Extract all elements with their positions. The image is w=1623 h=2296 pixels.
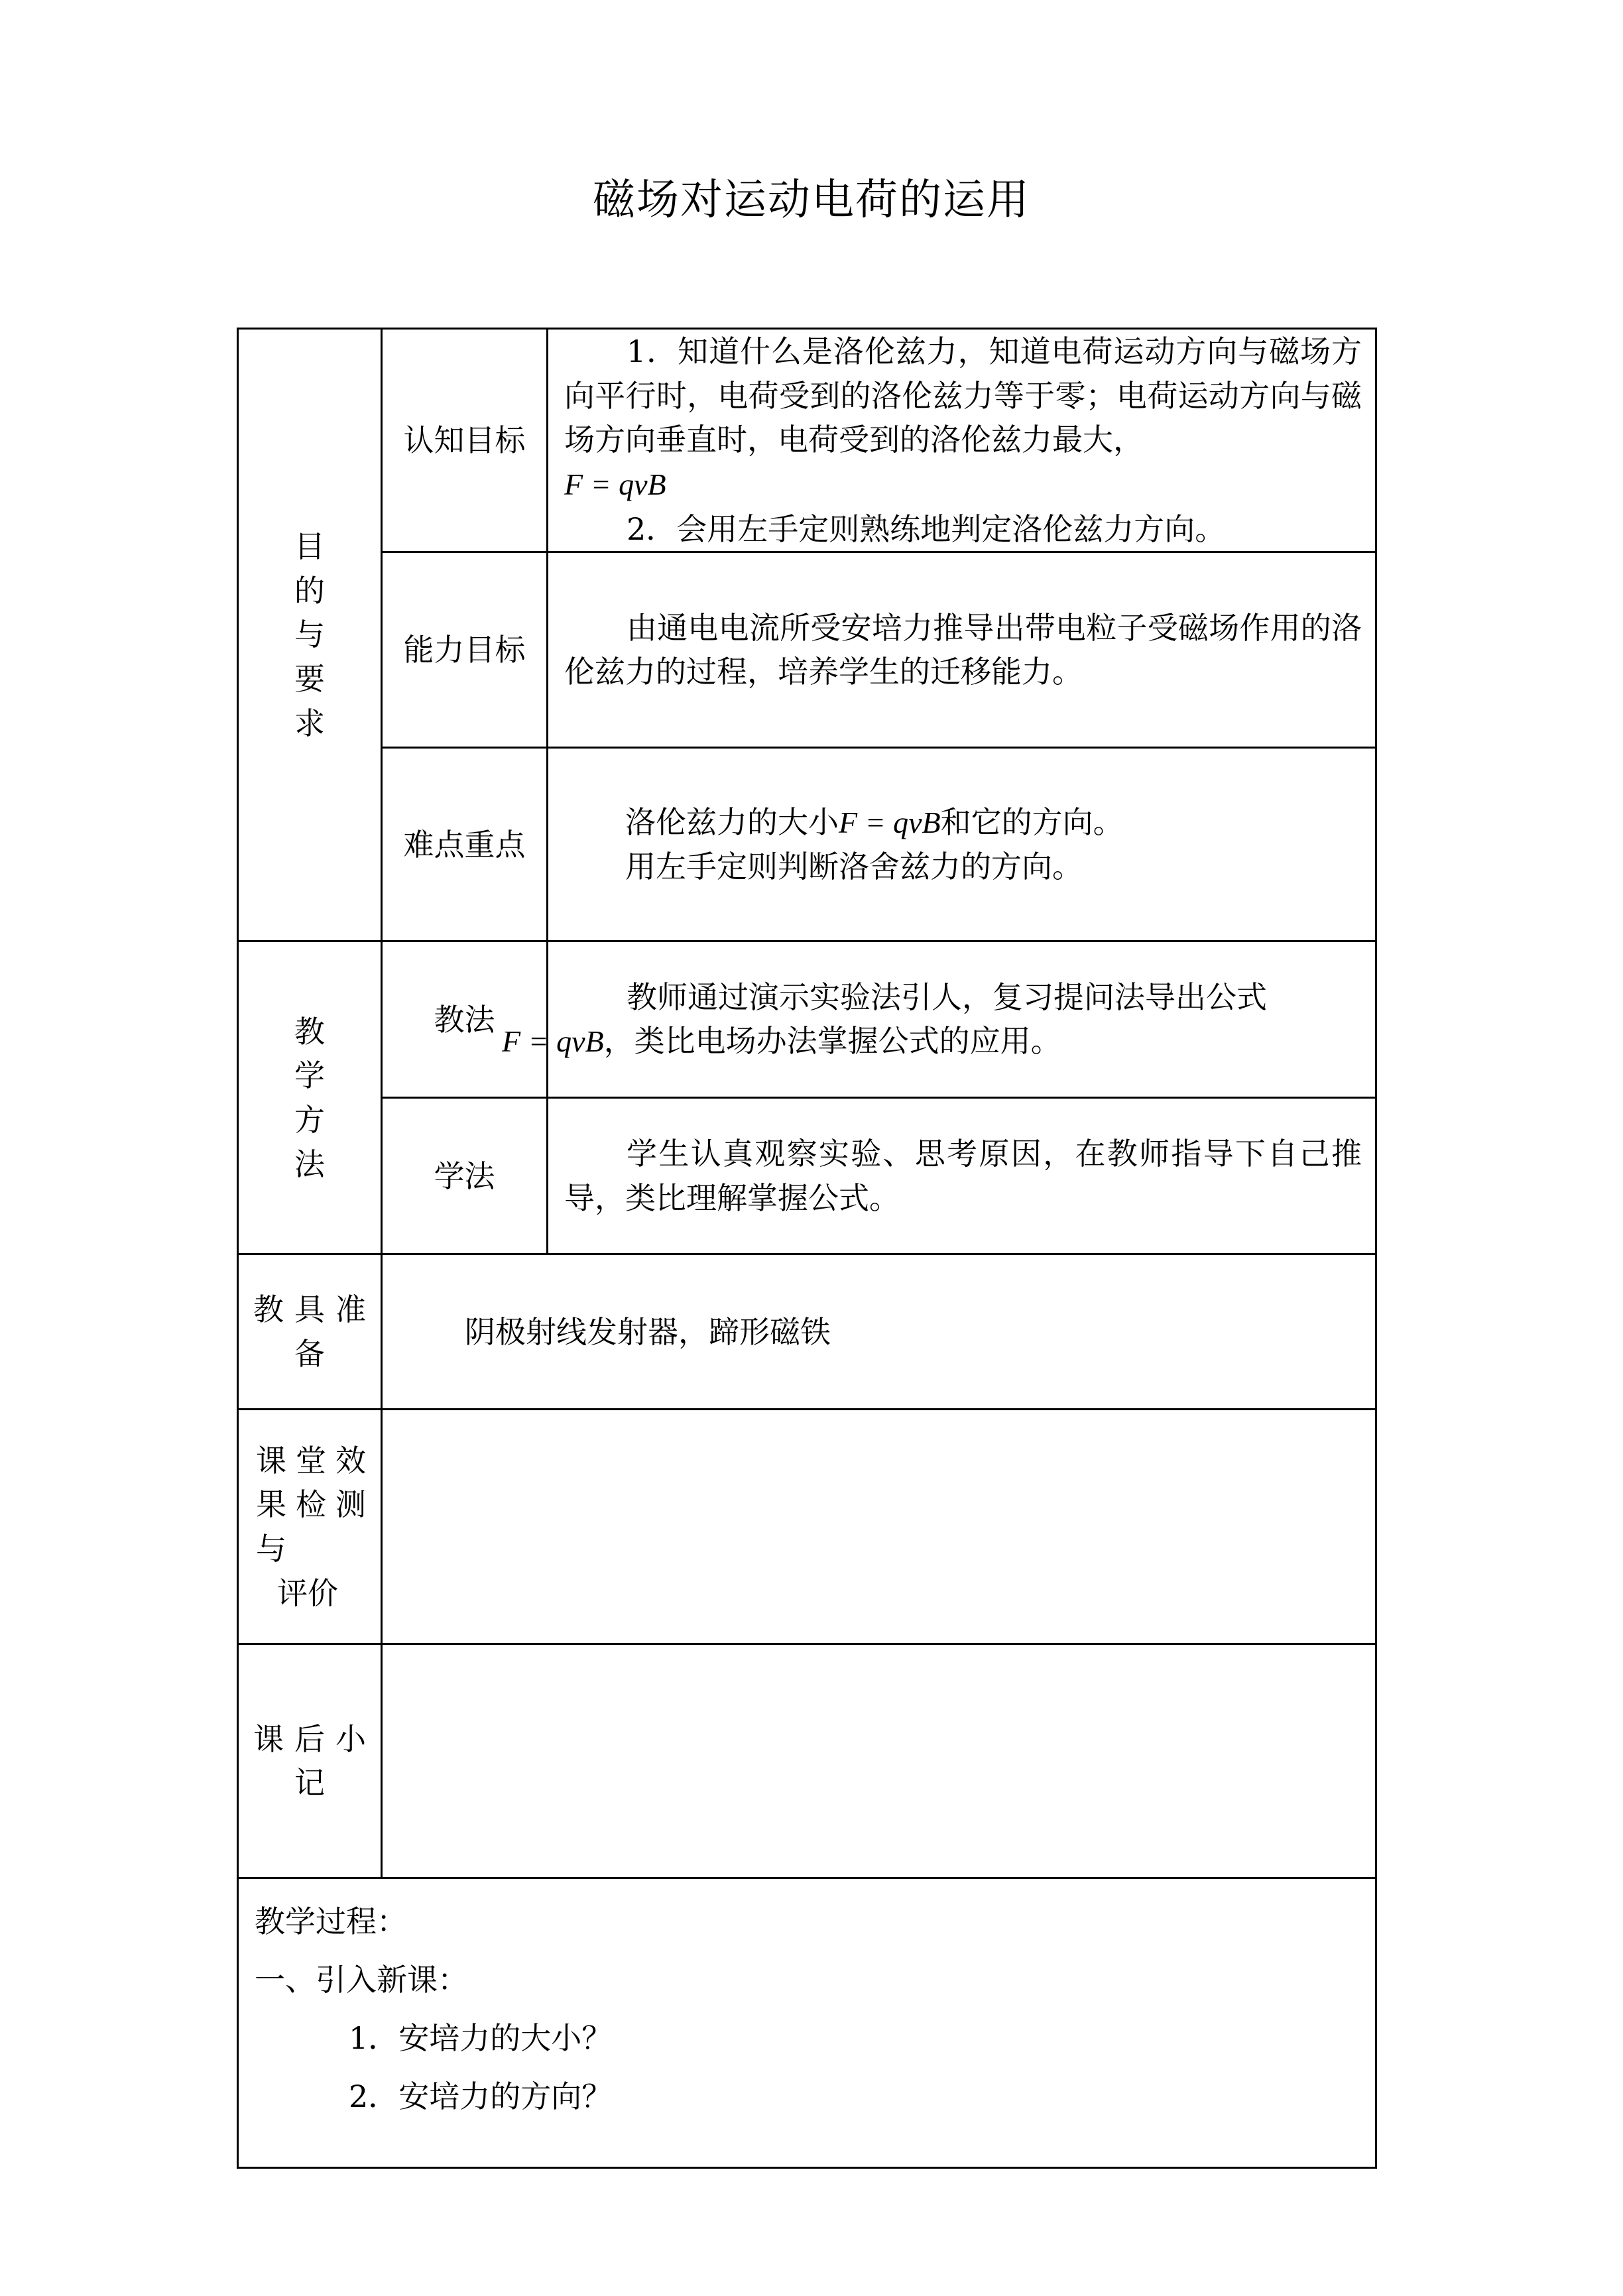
cognitive-goal-row xyxy=(238,329,1376,552)
process-item: 2．安培力的方向？ xyxy=(349,2079,613,2115)
key-point-2: 用左手定则判断洛舍兹力的方向。 xyxy=(625,849,1083,885)
key-points-label: 难点重点 xyxy=(382,748,548,941)
process-item: 1．安培力的大小？ xyxy=(349,2020,613,2057)
teaching-method-content: 教师通过演示实验法引人，复习提问法导出公式 F = qvB，类比电场办法掌握公式的应用。 xyxy=(548,941,1376,1098)
process-heading: 教学过程： xyxy=(255,1903,407,1940)
tools-row xyxy=(238,1254,1376,1410)
formula-lorentz: F = qvB xyxy=(839,805,941,839)
section-method-label xyxy=(238,941,382,1254)
evaluation-content xyxy=(382,1410,1376,1644)
key-point-1: 洛伦兹力的大小F = qvB和它的方向。 xyxy=(625,804,1124,840)
process-section-heading: 一、引入新课： xyxy=(255,1962,468,1998)
tools-content: 阴极射线发射器，蹄形磁铁 xyxy=(382,1254,1376,1410)
process-row xyxy=(238,1878,1376,2168)
section-purpose-text: 目 的 与 要 求 xyxy=(294,528,325,741)
learning-method-row xyxy=(238,1098,1376,1254)
page-title: 磁场对运动电荷的运用 xyxy=(593,176,1030,225)
cognitive-item-2: 2．会用左手定则熟练地判定洛伦兹力方向。 xyxy=(627,511,1226,547)
formula-lorentz: F = qvB xyxy=(502,1024,604,1059)
learning-method-label: 学法 xyxy=(382,1098,548,1254)
section-purpose-label xyxy=(238,329,382,941)
cognitive-item-1: 1．知道什么是洛伦兹力，知道电荷运动方向与磁场方向平行时，电荷受到的洛伦兹力等于零；电荷运动方向与磁场方向垂直时，电荷受到的洛伦兹力最大， F = qvB xyxy=(564,333,1362,502)
evaluation-label: 课堂效 果检测 与 评价 xyxy=(238,1410,382,1644)
teaching-method-label: 教法 xyxy=(382,941,548,1098)
ability-goal-label: 能力目标 xyxy=(382,552,548,748)
evaluation-row xyxy=(238,1410,1376,1644)
teaching-process xyxy=(238,1878,1376,2168)
tools-label: 教具准备 xyxy=(238,1254,382,1410)
learning-method-content: 学生认真观察实验、思考原因，在教师指导下自己推导，类比理解掌握公式。 xyxy=(548,1098,1376,1254)
section-method-text: 教 学 方 法 xyxy=(294,1013,325,1182)
cognitive-goal-content xyxy=(548,329,1376,552)
key-points-content xyxy=(548,748,1376,941)
ability-goal-row xyxy=(238,552,1376,748)
teaching-method-row xyxy=(238,941,1376,1098)
key-points-row xyxy=(238,748,1376,941)
cognitive-goal-label: 认知目标 xyxy=(382,329,548,552)
lesson-plan-table xyxy=(237,328,1377,2169)
notes-label: 课后小记 xyxy=(238,1644,382,1878)
notes-content xyxy=(382,1644,1376,1878)
formula-lorentz: F = qvB xyxy=(564,467,666,502)
notes-row xyxy=(238,1644,1376,1878)
ability-goal-content: 由通电电流所受安培力推导出带电粒子受磁场作用的洛伦兹力的过程，培养学生的迁移能力。 xyxy=(548,552,1376,748)
